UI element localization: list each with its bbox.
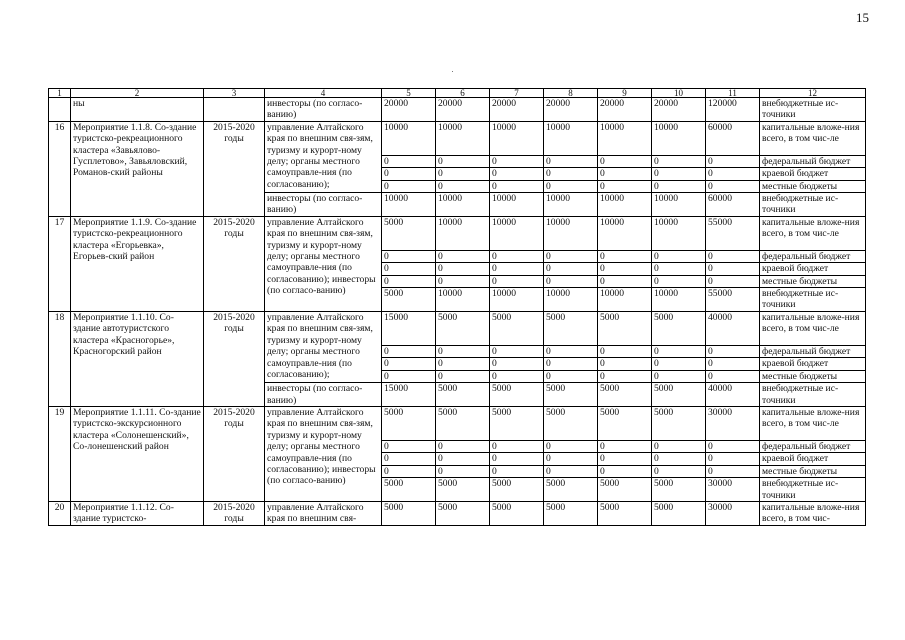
amount-cell: 20000 bbox=[598, 98, 652, 122]
amount-cell: 55000 bbox=[706, 216, 760, 250]
measure-row bbox=[49, 406, 866, 440]
column-number: 7 bbox=[490, 89, 544, 98]
amount-cell: 0 bbox=[652, 358, 706, 370]
amount-cell: 0 bbox=[544, 275, 598, 287]
years-cell: 2015-2020 годы bbox=[204, 501, 265, 525]
amount-cell: 5000 bbox=[436, 311, 490, 345]
amount-cell: 15000 bbox=[382, 383, 436, 407]
amount-cell: 10000 bbox=[598, 121, 652, 155]
executor-cell: управление Алтайского края по внешним свя-зям, туризму и курорт-ному делу; органы местного самоуправле-ния (по согласованию); инвесторы (по согласо-ванию) bbox=[265, 406, 382, 501]
amount-cell: 0 bbox=[652, 250, 706, 262]
amount-cell: 0 bbox=[490, 453, 544, 465]
funding-source-cell: местные бюджеты bbox=[760, 180, 866, 192]
amount-cell: 0 bbox=[382, 155, 436, 167]
amount-cell: 10000 bbox=[490, 216, 544, 250]
row-number-cell: 16 bbox=[49, 121, 71, 216]
amount-cell: 0 bbox=[490, 358, 544, 370]
measure-name-cell: Мероприятие 1.1.11. Со-здание туристско-экскурсионного кластера «Солонешенский», Со-лонешенский район bbox=[71, 406, 204, 501]
amount-cell: 0 bbox=[706, 440, 760, 452]
column-number: 10 bbox=[652, 89, 706, 98]
row-number-cell bbox=[49, 98, 71, 122]
funding-source-cell: капитальные вложе-ния всего, в том чис-ле bbox=[760, 121, 866, 155]
amount-cell: 10000 bbox=[652, 193, 706, 217]
amount-cell: 0 bbox=[652, 168, 706, 180]
amount-cell: 10000 bbox=[436, 216, 490, 250]
amount-cell: 0 bbox=[544, 155, 598, 167]
amount-cell: 10000 bbox=[544, 288, 598, 312]
amount-cell: 5000 bbox=[382, 288, 436, 312]
amount-cell: 5000 bbox=[382, 501, 436, 525]
amount-cell: 0 bbox=[490, 345, 544, 357]
amount-cell: 10000 bbox=[544, 216, 598, 250]
amount-cell: 0 bbox=[598, 453, 652, 465]
funding-source-cell: краевой бюджет bbox=[760, 168, 866, 180]
amount-cell: 5000 bbox=[598, 478, 652, 502]
scan-mark bbox=[452, 71, 453, 72]
amount-cell: 10000 bbox=[382, 193, 436, 217]
funding-source-cell: федеральный бюджет bbox=[760, 440, 866, 452]
amount-cell: 0 bbox=[598, 180, 652, 192]
amount-cell: 0 bbox=[382, 263, 436, 275]
amount-cell: 0 bbox=[652, 180, 706, 192]
funding-source-cell: краевой бюджет bbox=[760, 263, 866, 275]
funding-source-cell: местные бюджеты bbox=[760, 275, 866, 287]
measure-row bbox=[49, 121, 866, 155]
amount-cell: 20000 bbox=[652, 98, 706, 122]
amount-cell: 0 bbox=[544, 250, 598, 262]
amount-cell: 0 bbox=[382, 168, 436, 180]
amount-cell: 0 bbox=[490, 275, 544, 287]
amount-cell: 10000 bbox=[490, 193, 544, 217]
amount-cell: 20000 bbox=[382, 98, 436, 122]
amount-cell: 5000 bbox=[490, 478, 544, 502]
amount-cell: 0 bbox=[436, 358, 490, 370]
amount-cell: 0 bbox=[598, 465, 652, 477]
amount-cell: 0 bbox=[490, 250, 544, 262]
column-number: 1 bbox=[49, 89, 71, 98]
funding-source-cell: капитальные вложе-ния всего, в том чис-ле bbox=[760, 216, 866, 250]
amount-cell: 0 bbox=[706, 180, 760, 192]
amount-cell: 0 bbox=[652, 453, 706, 465]
measure-name-cell: Мероприятие 1.1.9. Со-здание туристско-рекреационного кластера «Егорьевка», Егорьев-ский район bbox=[71, 216, 204, 311]
amount-cell: 5000 bbox=[652, 478, 706, 502]
amount-cell: 0 bbox=[436, 263, 490, 275]
amount-cell: 0 bbox=[544, 263, 598, 275]
amount-cell: 0 bbox=[382, 180, 436, 192]
executor-cell: управление Алтайского края по внешним свя-зям, туризму и курорт-ному делу; органы местного самоуправле-ния (по согласованию); bbox=[265, 311, 382, 382]
amount-cell: 5000 bbox=[598, 501, 652, 525]
amount-cell: 5000 bbox=[598, 311, 652, 345]
amount-cell: 0 bbox=[652, 263, 706, 275]
amount-cell: 60000 bbox=[706, 121, 760, 155]
years-cell: 2015-2020 годы bbox=[204, 406, 265, 501]
row-number-cell: 19 bbox=[49, 406, 71, 501]
amount-cell: 0 bbox=[436, 168, 490, 180]
amount-cell: 10000 bbox=[598, 193, 652, 217]
amount-cell: 0 bbox=[436, 453, 490, 465]
amount-cell: 5000 bbox=[490, 383, 544, 407]
amount-cell: 0 bbox=[382, 250, 436, 262]
amount-cell: 0 bbox=[382, 465, 436, 477]
amount-cell: 5000 bbox=[544, 478, 598, 502]
amount-cell: 0 bbox=[598, 155, 652, 167]
amount-cell: 0 bbox=[652, 370, 706, 382]
amount-cell: 5000 bbox=[436, 478, 490, 502]
amount-cell: 0 bbox=[652, 465, 706, 477]
amount-cell: 0 bbox=[598, 358, 652, 370]
amount-cell: 15000 bbox=[382, 311, 436, 345]
amount-cell: 0 bbox=[706, 358, 760, 370]
amount-cell: 0 bbox=[436, 345, 490, 357]
amount-cell: 5000 bbox=[382, 406, 436, 440]
amount-cell: 0 bbox=[490, 168, 544, 180]
column-number: 12 bbox=[760, 89, 866, 98]
page-number: 15 bbox=[856, 10, 869, 25]
amount-cell: 30000 bbox=[706, 478, 760, 502]
amount-cell: 0 bbox=[706, 168, 760, 180]
amount-cell: 0 bbox=[544, 465, 598, 477]
amount-cell: 0 bbox=[544, 345, 598, 357]
column-number: 11 bbox=[706, 89, 760, 98]
continuation-row bbox=[49, 98, 866, 122]
column-number-row bbox=[49, 89, 866, 98]
amount-cell: 5000 bbox=[436, 501, 490, 525]
row-number-cell: 20 bbox=[49, 501, 71, 525]
amount-cell: 30000 bbox=[706, 406, 760, 440]
measure-name-cell: Мероприятие 1.1.12. Со-здание туристско- bbox=[71, 501, 204, 525]
amount-cell: 20000 bbox=[436, 98, 490, 122]
funding-source-cell: федеральный бюджет bbox=[760, 155, 866, 167]
amount-cell: 0 bbox=[598, 263, 652, 275]
amount-cell: 5000 bbox=[544, 383, 598, 407]
amount-cell: 0 bbox=[436, 180, 490, 192]
amount-cell: 0 bbox=[652, 275, 706, 287]
measure-row bbox=[49, 216, 866, 250]
amount-cell: 0 bbox=[382, 345, 436, 357]
amount-cell: 5000 bbox=[652, 311, 706, 345]
funding-source-cell: капитальные вложе-ния всего, в том чис-ле bbox=[760, 406, 866, 440]
column-number: 5 bbox=[382, 89, 436, 98]
funding-source-cell: внебюджетные ис-точники bbox=[760, 478, 866, 502]
amount-cell: 0 bbox=[706, 250, 760, 262]
column-number: 4 bbox=[265, 89, 382, 98]
amount-cell: 5000 bbox=[490, 311, 544, 345]
amount-cell: 10000 bbox=[598, 288, 652, 312]
amount-cell: 0 bbox=[598, 250, 652, 262]
amount-cell: 60000 bbox=[706, 193, 760, 217]
column-number: 3 bbox=[204, 89, 265, 98]
column-number: 8 bbox=[544, 89, 598, 98]
program-measures-table bbox=[48, 88, 866, 526]
amount-cell: 0 bbox=[382, 440, 436, 452]
executor-cell: управление Алтайского края по внешним свя- bbox=[265, 501, 382, 525]
amount-cell: 10000 bbox=[652, 288, 706, 312]
amount-cell: 5000 bbox=[490, 406, 544, 440]
amount-cell: 55000 bbox=[706, 288, 760, 312]
amount-cell: 0 bbox=[598, 168, 652, 180]
amount-cell: 0 bbox=[436, 250, 490, 262]
amount-cell: 120000 bbox=[706, 98, 760, 122]
amount-cell: 10000 bbox=[436, 288, 490, 312]
funding-source-cell: федеральный бюджет bbox=[760, 250, 866, 262]
amount-cell: 20000 bbox=[544, 98, 598, 122]
executor-cell: управление Алтайского края по внешним свя-зям, туризму и курорт-ному делу; органы местного самоуправле-ния (по согласованию); bbox=[265, 121, 382, 192]
amount-cell: 10000 bbox=[490, 121, 544, 155]
column-number: 6 bbox=[436, 89, 490, 98]
amount-cell: 5000 bbox=[490, 501, 544, 525]
measure-name-cell: Мероприятие 1.1.10. Со-здание автотуристского кластера «Красногорье», Красногорский район bbox=[71, 311, 204, 406]
amount-cell: 5000 bbox=[382, 216, 436, 250]
measure-row bbox=[49, 311, 866, 345]
amount-cell: 10000 bbox=[436, 193, 490, 217]
amount-cell: 5000 bbox=[652, 406, 706, 440]
amount-cell: 40000 bbox=[706, 311, 760, 345]
amount-cell: 0 bbox=[490, 370, 544, 382]
column-number: 9 bbox=[598, 89, 652, 98]
years-cell: 2015-2020 годы bbox=[204, 216, 265, 311]
executor-cell: инвесторы (по согласо-ванию) bbox=[265, 98, 382, 122]
amount-cell: 0 bbox=[652, 155, 706, 167]
amount-cell: 40000 bbox=[706, 383, 760, 407]
amount-cell: 0 bbox=[706, 263, 760, 275]
amount-cell: 0 bbox=[490, 155, 544, 167]
funding-source-cell: капитальные вложе-ния всего, в том чис-ле bbox=[760, 311, 866, 345]
amount-cell: 0 bbox=[436, 370, 490, 382]
row-number-cell: 17 bbox=[49, 216, 71, 311]
amount-cell: 0 bbox=[436, 275, 490, 287]
funding-source-cell: капитальные вложе-ния всего, в том чис- bbox=[760, 501, 866, 525]
amount-cell: 10000 bbox=[382, 121, 436, 155]
executor-investors-cell: инвесторы (по согласо-ванию) bbox=[265, 193, 382, 217]
amount-cell: 10000 bbox=[652, 216, 706, 250]
amount-cell: 0 bbox=[544, 370, 598, 382]
years-cell bbox=[204, 98, 265, 122]
amount-cell: 5000 bbox=[544, 501, 598, 525]
amount-cell: 0 bbox=[598, 440, 652, 452]
amount-cell: 10000 bbox=[436, 121, 490, 155]
amount-cell: 5000 bbox=[652, 501, 706, 525]
column-number: 2 bbox=[71, 89, 204, 98]
amount-cell: 10000 bbox=[652, 121, 706, 155]
amount-cell: 5000 bbox=[652, 383, 706, 407]
amount-cell: 0 bbox=[598, 370, 652, 382]
amount-cell: 0 bbox=[490, 263, 544, 275]
amount-cell: 0 bbox=[706, 453, 760, 465]
years-cell: 2015-2020 годы bbox=[204, 121, 265, 216]
funding-source-cell: краевой бюджет bbox=[760, 453, 866, 465]
amount-cell: 0 bbox=[706, 370, 760, 382]
years-cell: 2015-2020 годы bbox=[204, 311, 265, 406]
amount-cell: 5000 bbox=[436, 406, 490, 440]
amount-cell: 0 bbox=[544, 453, 598, 465]
amount-cell: 0 bbox=[436, 155, 490, 167]
amount-cell: 0 bbox=[544, 168, 598, 180]
amount-cell: 10000 bbox=[598, 216, 652, 250]
funding-source-cell: внебюджетные ис-точники bbox=[760, 288, 866, 312]
amount-cell: 5000 bbox=[382, 478, 436, 502]
amount-cell: 10000 bbox=[544, 121, 598, 155]
amount-cell: 0 bbox=[436, 465, 490, 477]
amount-cell: 0 bbox=[706, 465, 760, 477]
funding-source-cell: местные бюджеты bbox=[760, 370, 866, 382]
amount-cell: 20000 bbox=[490, 98, 544, 122]
amount-cell: 0 bbox=[490, 465, 544, 477]
amount-cell: 0 bbox=[598, 345, 652, 357]
amount-cell: 0 bbox=[706, 155, 760, 167]
amount-cell: 30000 bbox=[706, 501, 760, 525]
executor-investors-cell: инвесторы (по согласо-ванию) bbox=[265, 383, 382, 407]
amount-cell: 0 bbox=[436, 440, 490, 452]
funding-source-cell: местные бюджеты bbox=[760, 465, 866, 477]
amount-cell: 5000 bbox=[544, 406, 598, 440]
row-number-cell: 18 bbox=[49, 311, 71, 406]
amount-cell: 0 bbox=[544, 358, 598, 370]
measure-name-cell: ны bbox=[71, 98, 204, 122]
amount-cell: 0 bbox=[652, 345, 706, 357]
amount-cell: 0 bbox=[490, 180, 544, 192]
funding-source-cell: внебюджетные ис-точники bbox=[760, 383, 866, 407]
measure-row bbox=[49, 501, 866, 525]
funding-source-cell: внебюджетные ис-точники bbox=[760, 98, 866, 122]
amount-cell: 5000 bbox=[598, 406, 652, 440]
amount-cell: 10000 bbox=[544, 193, 598, 217]
funding-source-cell: внебюджетные ис-точники bbox=[760, 193, 866, 217]
funding-source-cell: федеральный бюджет bbox=[760, 345, 866, 357]
amount-cell: 0 bbox=[382, 453, 436, 465]
amount-cell: 0 bbox=[382, 370, 436, 382]
amount-cell: 5000 bbox=[598, 383, 652, 407]
amount-cell: 5000 bbox=[544, 311, 598, 345]
measure-name-cell: Мероприятие 1.1.8. Со-здание туристско-рекреационного кластера «Завьялово-Гусплетово», Завьяловский, Романов-ский районы bbox=[71, 121, 204, 216]
amount-cell: 0 bbox=[382, 358, 436, 370]
amount-cell: 0 bbox=[544, 180, 598, 192]
amount-cell: 0 bbox=[652, 440, 706, 452]
amount-cell: 0 bbox=[598, 275, 652, 287]
amount-cell: 0 bbox=[706, 275, 760, 287]
executor-cell: управление Алтайского края по внешним свя-зям, туризму и курорт-ному делу; органы местного самоуправле-ния (по согласованию); инвесторы (по согласо-ванию) bbox=[265, 216, 382, 311]
funding-source-cell: краевой бюджет bbox=[760, 358, 866, 370]
amount-cell: 0 bbox=[544, 440, 598, 452]
amount-cell: 0 bbox=[490, 440, 544, 452]
amount-cell: 0 bbox=[382, 275, 436, 287]
amount-cell: 0 bbox=[706, 345, 760, 357]
amount-cell: 5000 bbox=[436, 383, 490, 407]
amount-cell: 10000 bbox=[490, 288, 544, 312]
